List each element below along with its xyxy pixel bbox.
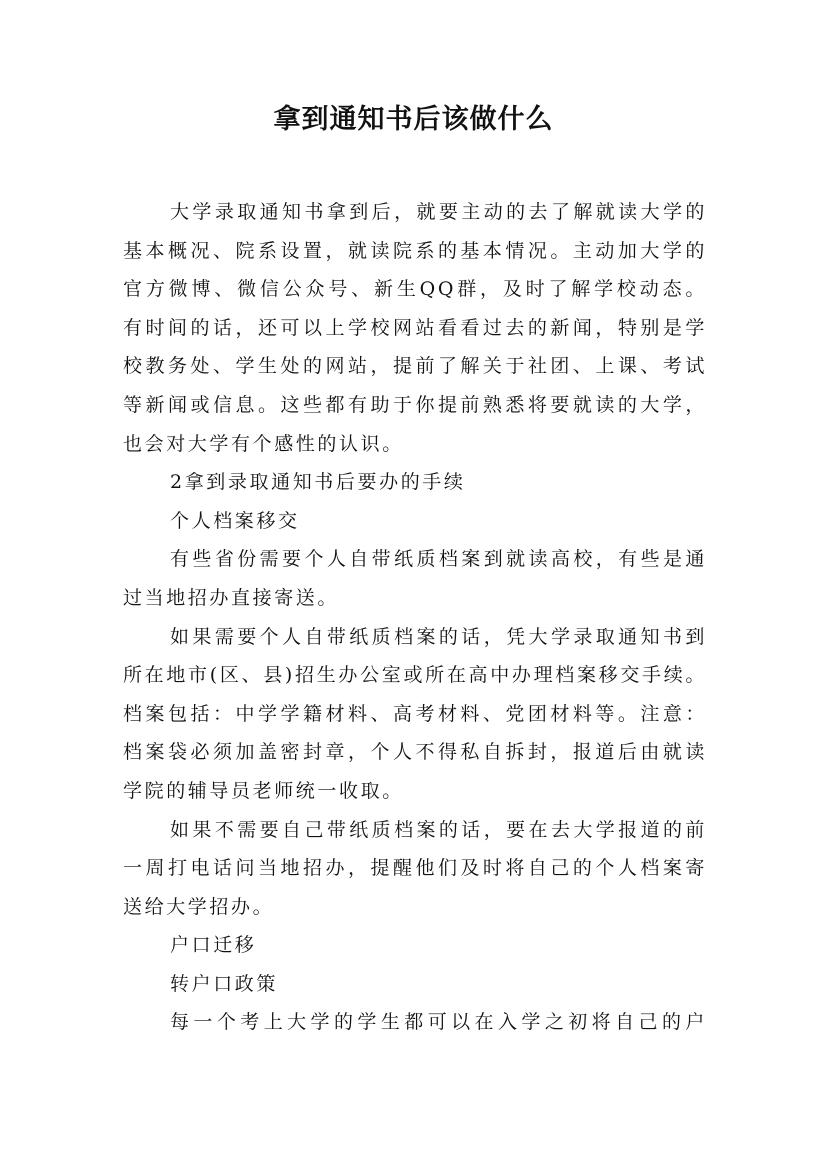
text-line: 户口迁移: [170, 934, 257, 957]
text-line: 如果需要个人自带纸质档案的话，凭大学录取通知书到: [170, 625, 707, 648]
text-line: 2拿到录取通知书后要办的手续: [170, 471, 466, 494]
text-line: 基本概况、院系设置，就读院系的基本情况。主动加大学的: [123, 239, 707, 262]
text-line: 有时间的话，还可以上学校网站看看过去的新闻，特别是学: [123, 316, 707, 339]
text-line: 如果不需要自己带纸质档案的话，要在去大学报道的前: [170, 818, 707, 841]
text-line: 一周打电话问当地招办，提醒他们及时将自己的个人档案寄: [123, 857, 707, 880]
text-line: 送给大学招办。: [123, 895, 275, 918]
text-line: 转户口政策: [170, 972, 279, 995]
text-line: 所在地市(区、县)招生办公室或所在高中办理档案移交手续。: [123, 664, 707, 687]
text-line: 校教务处、学生处的网站，提前了解关于社团、上课、考试: [123, 355, 707, 378]
document-body: [123, 193, 707, 1042]
text-line: 档案包括：中学学籍材料、高考材料、党团材料等。注意：: [123, 702, 707, 725]
text-line: 也会对大学有个感性的认识。: [123, 432, 404, 455]
text-line: 学院的辅导员老师统一收取。: [123, 779, 404, 802]
text-line: 等新闻或信息。这些都有助于你提前熟悉将要就读的大学，: [123, 393, 707, 416]
text-line: 每一个考上大学的学生都可以在入学之初将自己的户: [170, 1011, 707, 1034]
text-line: 个人档案移交: [170, 509, 300, 532]
text-line: 档案袋必须加盖密封章，个人不得私自拆封，报道后由就读: [123, 741, 707, 764]
text-line: 大学录取通知书拿到后，就要主动的去了解就读大学的: [170, 201, 707, 223]
text-line: 官方微博、微信公众号、新生QQ群，及时了解学校动态。: [123, 278, 707, 301]
document-title: 拿到通知书后该做什么: [273, 104, 554, 135]
text-line: 过当地招办直接寄送。: [123, 586, 340, 609]
text-line: 有些省份需要个人自带纸质档案到就读高校，有些是通: [170, 548, 707, 571]
